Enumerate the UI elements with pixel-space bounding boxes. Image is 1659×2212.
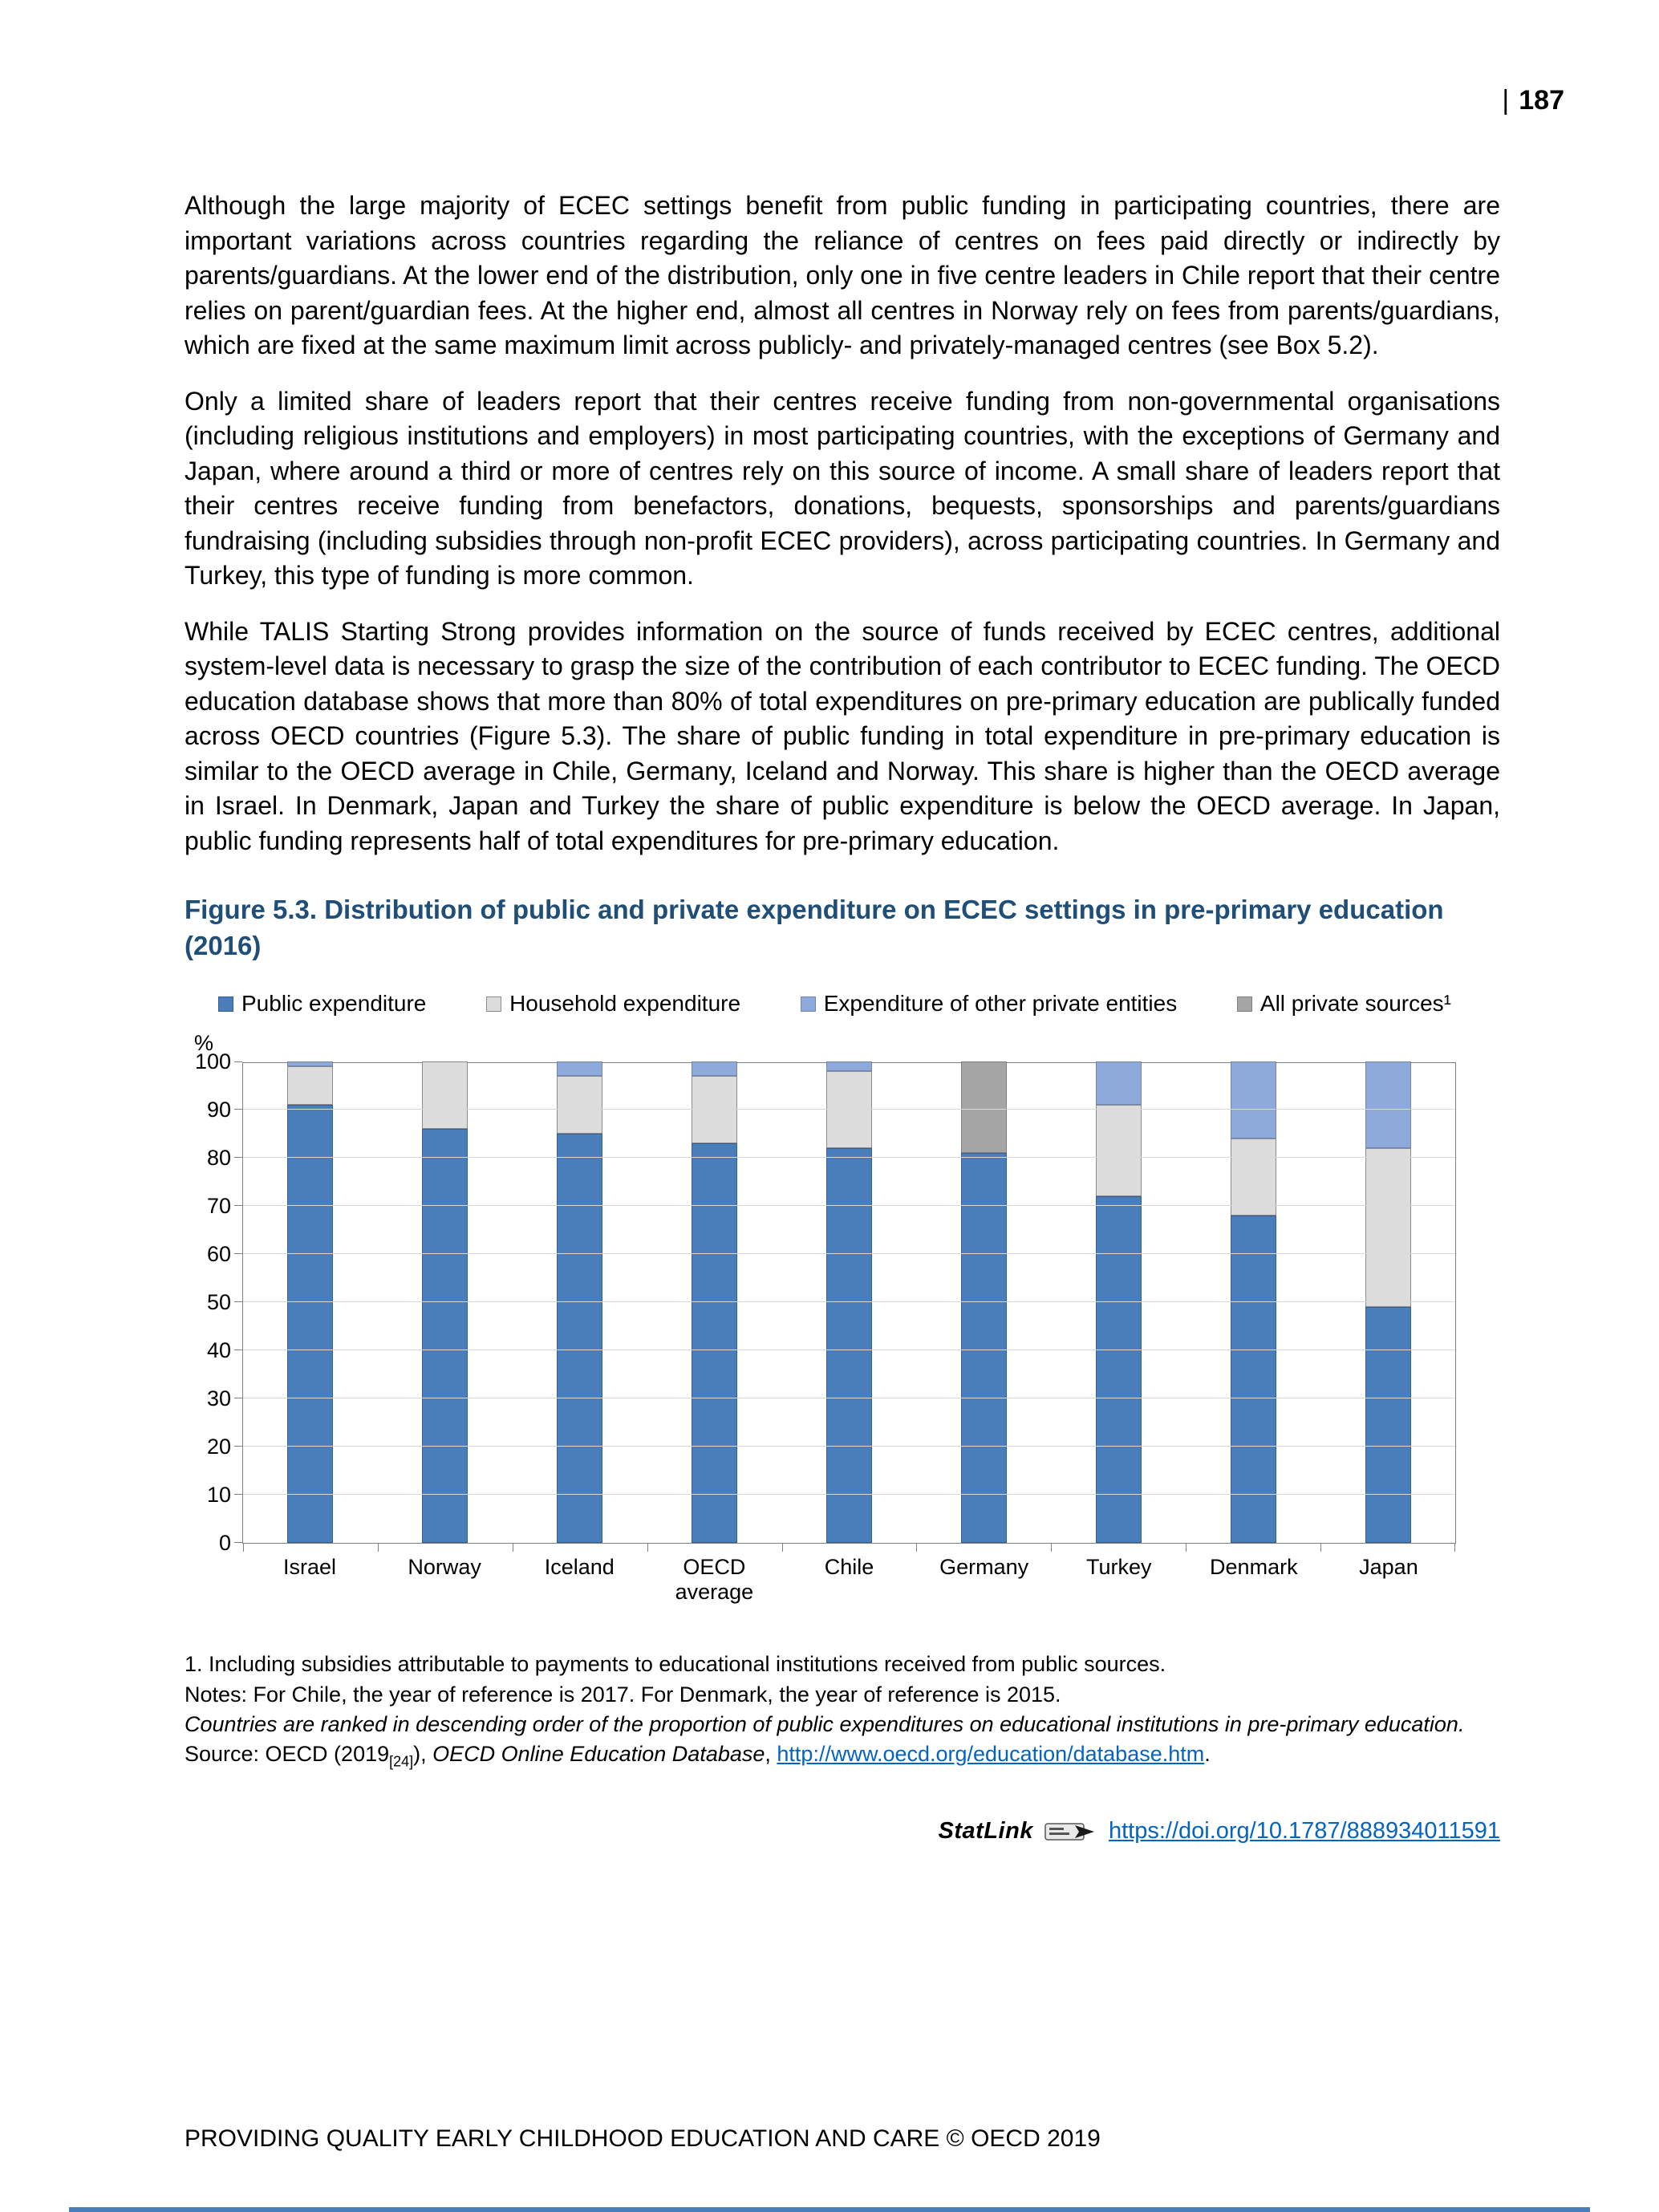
- legend-swatch: [801, 996, 816, 1012]
- bar-turkey: [1051, 1063, 1186, 1543]
- source-prefix: Source: OECD (2019: [185, 1742, 390, 1767]
- bar-segment: [692, 1061, 737, 1076]
- note-source-line: [185, 1739, 1500, 1772]
- x-axis-labels: [242, 1555, 1456, 1605]
- bar-stack: [287, 1061, 333, 1543]
- y-tick-label: 60: [206, 1242, 231, 1267]
- bar-segment: [422, 1129, 468, 1543]
- figure-chart: [185, 991, 1500, 1605]
- body-paragraph-3: While TALIS Starting Strong provides information on the source of funds received by ECEC centres, additional system-level data is necessary to grasp the size of the contribution of each contributor to ECEC funding. The OECD education database shows that more than 80% of total expenditures on pre-primary education are publically funded across OECD countries (Figure 5.3). The share of public funding in total expenditure in pre-primary education is similar to the OECD average in Chile, Germany, Iceland and Norway. This share is higher than the OECD average in Israel. In Denmark, Japan and Turkey the share of public expenditure is below the OECD average. In Japan, public funding represents half of total expenditures for pre-primary education.: [185, 616, 1500, 855]
- y-tick-label: 0: [218, 1531, 231, 1556]
- source-citation-ref: [24]: [389, 1753, 414, 1770]
- statlink-row: [185, 1818, 1500, 1845]
- y-axis-unit-label: %: [194, 1031, 214, 1056]
- page-number-value: 187: [1519, 85, 1564, 116]
- bar-denmark: [1186, 1063, 1320, 1543]
- legend-swatch: [486, 996, 501, 1012]
- x-axis-label: Israel: [283, 1555, 337, 1580]
- bar-chile: [782, 1063, 917, 1543]
- x-axis-label: Japan: [1359, 1555, 1418, 1580]
- bar-segment: [422, 1061, 468, 1129]
- y-tick-label: 30: [206, 1386, 231, 1411]
- x-axis-label: Germany: [939, 1555, 1029, 1580]
- bar-segment: [1231, 1061, 1276, 1138]
- bar-stack: [961, 1061, 1007, 1543]
- bar-segment: [826, 1071, 872, 1148]
- bar-stack: [557, 1061, 602, 1543]
- figure-title: Figure 5.3. Distribution of public and private expenditure on ECEC settings in pre-primary education (2016): [185, 895, 1444, 960]
- y-tick-label: 70: [206, 1194, 231, 1219]
- gridline: [243, 1301, 1455, 1302]
- source-end: .: [1204, 1742, 1211, 1767]
- bar-segment: [826, 1148, 872, 1543]
- x-axis-label: Chile: [824, 1555, 874, 1580]
- page-number-separator: |: [1502, 85, 1510, 116]
- bar-stack: [826, 1061, 872, 1543]
- y-tick-mark: [234, 1061, 242, 1062]
- note-line-3: Countries are ranked in descending order of the proportion of public expenditures on educational institutions in pre-primary education.: [185, 1711, 1465, 1736]
- body-paragraph-1: Although the large majority of ECEC settings benefit from public funding in participating countries, there are important variations across countries regarding the reliance of centres on fees paid directly or indirectly by parents/guardians. At the lower end of the distribution, only one in five centre leaders in Chile report that their centre relies on parent/guardian fees. At the higher end, almost all centres in Norway rely on fees from parents/guardians, which are fixed at the same maximum limit across publicly- and privately-managed centres (see Box 5.2).: [185, 191, 1500, 360]
- bar-stack: [1096, 1061, 1142, 1543]
- note-line-2: Notes: For Chile, the year of reference is 2017. For Denmark, the year of reference is 2015.: [185, 1682, 1061, 1707]
- gridline: [243, 1446, 1455, 1447]
- statlink-url[interactable]: https://doi.org/10.1787/888934011591: [1108, 1818, 1500, 1845]
- y-tick-label: 10: [206, 1483, 231, 1508]
- x-axis-label: Norway: [408, 1555, 481, 1580]
- y-tick-label: 80: [206, 1146, 231, 1171]
- y-tick-mark: [234, 1542, 242, 1543]
- y-tick-mark: [234, 1157, 242, 1158]
- source-database-link[interactable]: http://www.oecd.org/education/database.htm: [777, 1742, 1205, 1767]
- bar-iceland: [513, 1063, 647, 1543]
- x-axis-label: Iceland: [544, 1555, 615, 1580]
- x-tick-mark: [1051, 1544, 1052, 1552]
- legend-item-4: [1237, 991, 1451, 1017]
- bar-segment: [287, 1066, 333, 1105]
- body-paragraph-2: Only a limited share of leaders report that their centres receive funding from non-governmental organisations (including religious institutions and employers) in most participating countries, with the exceptions of Germany and Japan, where around a third or more of centres rely on this source of income. A small share of leaders report that their centres receive funding from benefactors, donations, bequests, sponsorships and parents/guardians fundraising (including subsidies through non-profit ECEC providers), across participating countries. In Germany and Turkey, this type of funding is more common.: [185, 386, 1500, 591]
- bar-segment: [826, 1061, 872, 1071]
- y-tick-label: 100: [194, 1049, 231, 1074]
- bar-oecd-average: [647, 1063, 782, 1543]
- page-footer: PROVIDING QUALITY EARLY CHILDHOOD EDUCATION AND CARE © OECD 2019: [185, 2125, 1101, 2152]
- bar-stack: [1365, 1061, 1411, 1543]
- bar-norway: [378, 1063, 513, 1543]
- legend-label: Expenditure of other private entities: [823, 991, 1178, 1017]
- bar-segment: [1096, 1105, 1142, 1196]
- bar-stack: [1231, 1061, 1276, 1543]
- plot-area: [242, 1062, 1456, 1544]
- bars: [243, 1063, 1455, 1543]
- x-axis-label: Denmark: [1210, 1555, 1298, 1580]
- bar-segment: [557, 1134, 602, 1543]
- legend-label: All private sources¹: [1259, 991, 1451, 1017]
- legend-label: Household expenditure: [509, 991, 741, 1017]
- bar-japan: [1320, 1063, 1455, 1543]
- y-tick-label: 50: [206, 1290, 231, 1315]
- bar-segment: [287, 1105, 333, 1543]
- y-tick-mark: [234, 1205, 242, 1206]
- y-tick-mark: [234, 1446, 242, 1447]
- x-tick-mark: [647, 1544, 648, 1552]
- source-database-title: OECD Online Education Database: [432, 1742, 765, 1767]
- bar-segment: [961, 1061, 1007, 1153]
- legend-swatch: [218, 996, 233, 1012]
- source-mid: ),: [413, 1742, 433, 1767]
- chart-body: [185, 1049, 1456, 1556]
- statlink-icon: [1044, 1820, 1097, 1844]
- bar-stack: [692, 1061, 737, 1543]
- bar-segment: [1365, 1148, 1411, 1307]
- y-tick-mark: [234, 1109, 242, 1110]
- legend-swatch: [1237, 996, 1252, 1012]
- page-number: [1502, 85, 1564, 116]
- bar-germany: [916, 1063, 1051, 1543]
- x-tick-mark: [782, 1544, 783, 1552]
- bar-segment: [1365, 1061, 1411, 1148]
- legend-item-1: [218, 991, 426, 1017]
- x-axis-label: OECD average: [675, 1555, 754, 1605]
- bar-segment: [557, 1076, 602, 1134]
- gridline: [243, 1253, 1455, 1254]
- legend-item-2: [486, 991, 740, 1017]
- x-tick-mark: [916, 1544, 917, 1552]
- bar-segment: [1096, 1061, 1142, 1105]
- next-page-edge-strip: [69, 2207, 1590, 2212]
- x-tick-mark: [1454, 1544, 1455, 1552]
- y-tick-mark: [234, 1494, 242, 1495]
- legend-item-3: [801, 991, 1177, 1017]
- y-tick-label: 90: [206, 1098, 231, 1122]
- x-tick-mark: [1320, 1544, 1321, 1552]
- legend-label: Public expenditure: [241, 991, 427, 1017]
- gridline: [243, 1205, 1455, 1206]
- y-tick-mark: [234, 1301, 242, 1302]
- source-sep: ,: [765, 1742, 777, 1767]
- x-axis-label: Turkey: [1085, 1555, 1152, 1580]
- gridline: [243, 1494, 1455, 1495]
- y-tick-mark: [234, 1253, 242, 1254]
- bar-segment: [557, 1061, 602, 1076]
- bar-segment: [1365, 1307, 1411, 1543]
- bar-israel: [243, 1063, 378, 1543]
- bar-segment: [1096, 1196, 1142, 1543]
- y-tick-label: 40: [206, 1338, 231, 1363]
- y-tick-label: 20: [206, 1435, 231, 1459]
- chart-legend: [185, 991, 1456, 1017]
- y-axis-labels: [185, 1049, 242, 1556]
- bar-segment: [1231, 1138, 1276, 1216]
- bar-segment: [692, 1143, 737, 1543]
- bar-segment: [692, 1076, 737, 1143]
- gridline: [243, 1109, 1455, 1110]
- bar-segment: [961, 1153, 1007, 1543]
- gridline: [243, 1157, 1455, 1158]
- note-line-1: 1. Including subsidies attributable to payments to educational institutions received from public sources.: [185, 1652, 1166, 1677]
- figure-notes: [185, 1650, 1500, 1772]
- x-tick-mark: [243, 1544, 244, 1552]
- x-tick-mark: [378, 1544, 379, 1552]
- statlink-label: StatLink: [938, 1818, 1033, 1845]
- bar-stack: [422, 1061, 468, 1543]
